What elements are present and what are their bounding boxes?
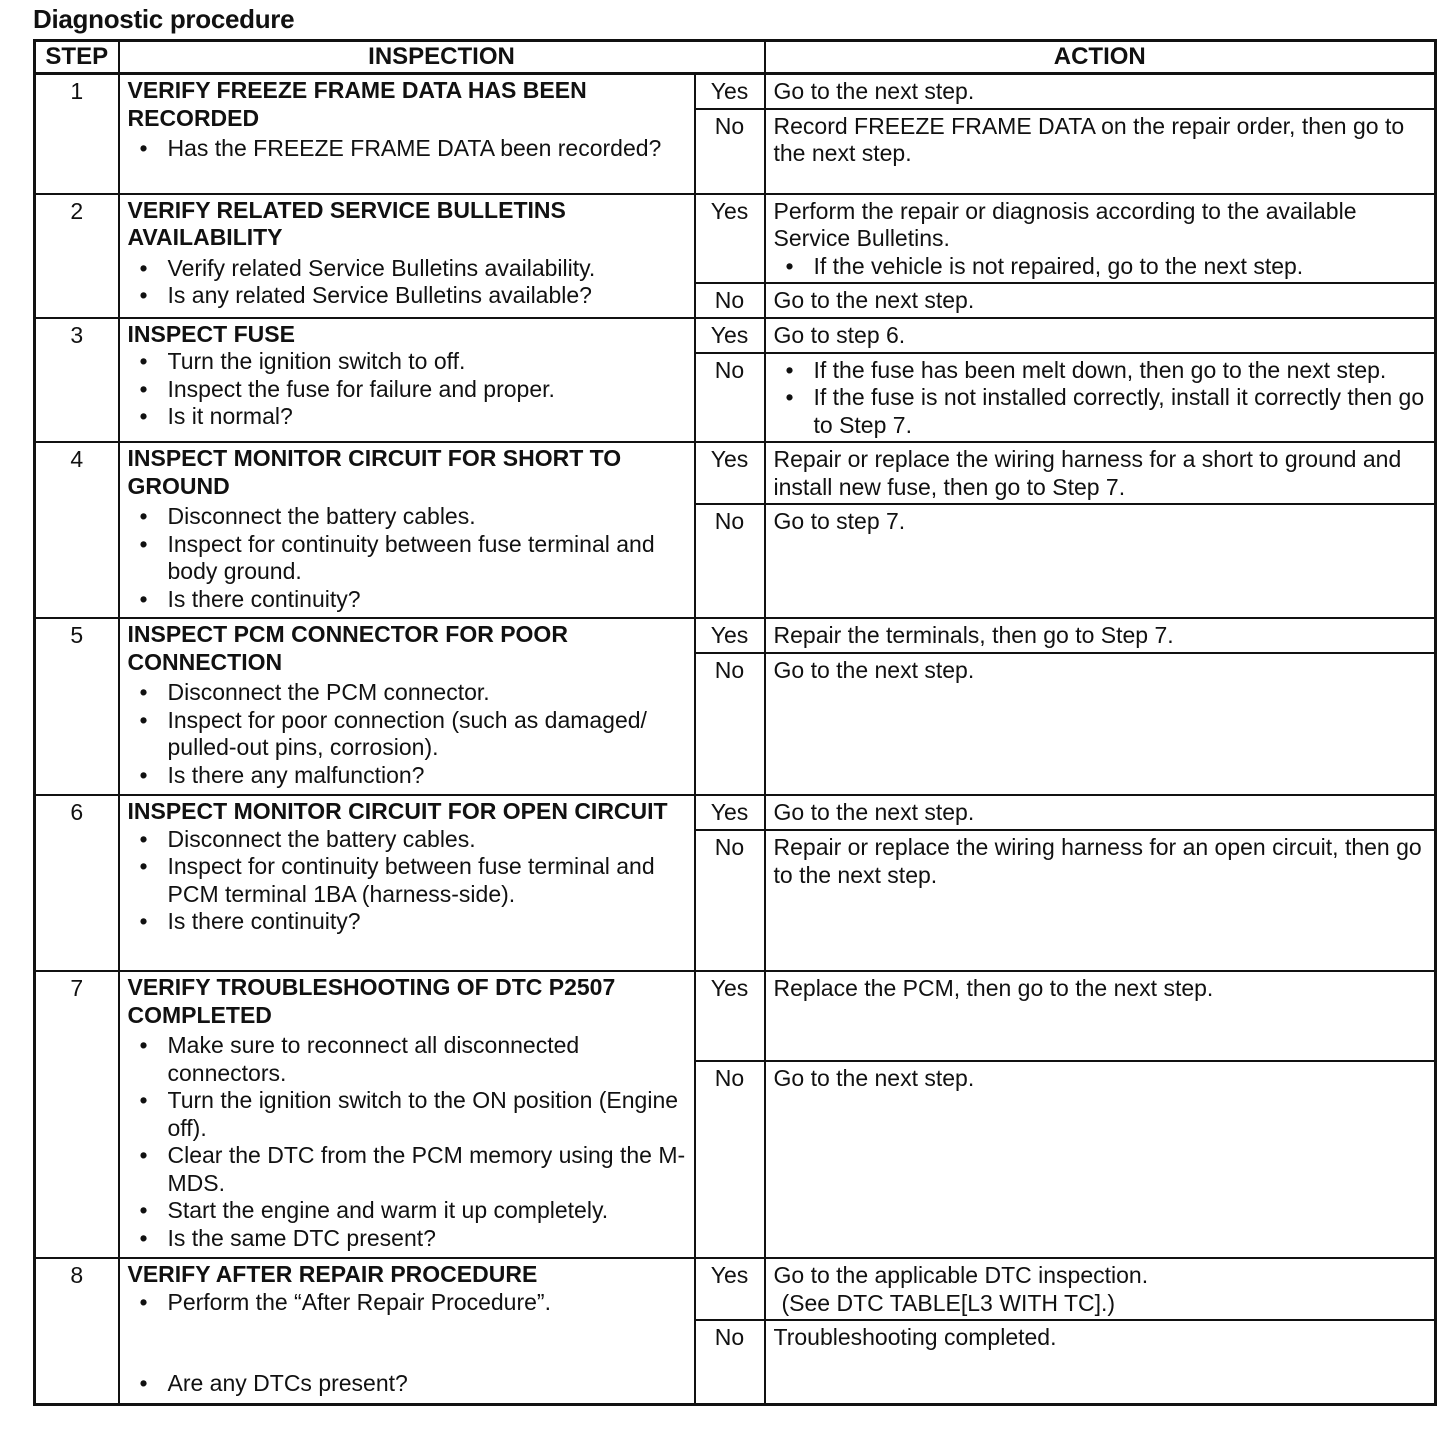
yes-label: Yes	[695, 74, 765, 109]
no-label: No	[695, 1320, 765, 1404]
yes-action: Go to the next step.	[765, 74, 1436, 109]
inspection-bullet: • Are any DTCs present?	[128, 1370, 688, 1398]
inspection-bullet: • Disconnect the battery cables.	[128, 826, 688, 854]
inspection-bullet: • Start the engine and warm it up completely.	[128, 1197, 688, 1225]
inspection-bullet: • Verify related Service Bulletins availability.	[128, 255, 688, 283]
inspection-title: INSPECT FUSE	[127, 320, 295, 347]
yes-action: Go to step 6.	[765, 318, 1436, 353]
header-action: ACTION	[765, 41, 1436, 74]
step-inspection	[119, 1258, 695, 1404]
inspection-bullet: • Has the FREEZE FRAME DATA been recorded?	[128, 135, 688, 163]
yes-action: Replace the PCM, then go to the next step.	[765, 971, 1436, 1061]
yes-action-text: Perform the repair or diagnosis according to the available Service Bulletins.	[773, 197, 1357, 251]
step-5-yes-row	[35, 618, 1436, 653]
step-inspection	[119, 318, 695, 443]
step-number: 4	[35, 442, 119, 618]
step-4-yes-row	[35, 442, 1436, 504]
header-step: STEP	[35, 41, 119, 74]
no-label: No	[695, 109, 765, 194]
inspection-bullet: • Is it normal?	[128, 403, 688, 431]
inspection-title: INSPECT MONITOR CIRCUIT FOR SHORT TO GROUND	[127, 445, 622, 499]
inspection-bullet: • Is any related Service Bulletins available?	[128, 282, 688, 310]
step-inspection	[119, 74, 695, 194]
yes-action	[765, 1258, 1436, 1320]
step-number: 8	[35, 1258, 119, 1404]
no-action: Go to the next step.	[765, 283, 1436, 318]
inspection-bullet: • Is there any malfunction?	[128, 762, 688, 790]
inspection-bullet: • Is there continuity?	[128, 586, 688, 614]
inspection-title: VERIFY TROUBLESHOOTING OF DTC P2507 COMPLETED	[127, 974, 616, 1028]
inspection-bullet: • Clear the DTC from the PCM memory using the M-MDS.	[128, 1142, 688, 1197]
step-inspection	[119, 442, 695, 618]
step-6-yes-row	[35, 795, 1436, 830]
action-bullet: • If the fuse is not installed correctly, install it correctly then go to Step 7.	[774, 384, 1429, 439]
inspection-title: VERIFY RELATED SERVICE BULLETINS AVAILABILITY	[127, 196, 566, 250]
page-title: Diagnostic procedure	[33, 4, 295, 34]
yes-label: Yes	[695, 442, 765, 504]
inspection-title: INSPECT PCM CONNECTOR FOR POOR CONNECTION	[127, 621, 568, 675]
step-2-yes-row	[35, 194, 1436, 284]
step-number: 3	[35, 318, 119, 443]
no-label: No	[695, 830, 765, 971]
no-label: No	[695, 353, 765, 443]
step-1-yes-row	[35, 74, 1436, 109]
action-bullet: • If the vehicle is not repaired, go to the next step.	[774, 253, 1429, 281]
step-inspection	[119, 971, 695, 1258]
step-number: 7	[35, 971, 119, 1258]
inspection-title: VERIFY AFTER REPAIR PROCEDURE	[127, 1261, 538, 1287]
inspection-bullet: • Perform the “After Repair Procedure”.	[128, 1289, 688, 1317]
yes-label: Yes	[695, 618, 765, 653]
dtc-table-reference: (See DTC TABLE[L3 WITH TC].)	[781, 1289, 1116, 1316]
yes-action: Go to the next step.	[765, 795, 1436, 830]
no-action: Go to step 7.	[765, 504, 1436, 618]
step-inspection	[119, 194, 695, 318]
inspection-bullet: • Make sure to reconnect all disconnected connectors.	[128, 1032, 688, 1087]
no-action: Repair or replace the wiring harness for an open circuit, then go to the next step.	[765, 830, 1436, 971]
inspection-title: INSPECT MONITOR CIRCUIT FOR OPEN CIRCUIT	[127, 798, 668, 824]
inspection-bullet: • Turn the ignition switch to off.	[128, 348, 688, 376]
step-3-yes-row	[35, 318, 1436, 353]
step-number: 1	[35, 74, 119, 194]
step-8-yes-row	[35, 1258, 1436, 1320]
yes-label: Yes	[695, 194, 765, 284]
yes-label: Yes	[695, 1258, 765, 1320]
yes-label: Yes	[695, 318, 765, 353]
no-action: Record FREEZE FRAME DATA on the repair order, then go to the next step.	[765, 109, 1436, 194]
inspection-title: VERIFY FREEZE FRAME DATA HAS BEEN RECORDED	[127, 77, 587, 131]
step-number: 6	[35, 795, 119, 971]
inspection-bullet: • Disconnect the PCM connector.	[128, 679, 688, 707]
action-bullet: • If the fuse has been melt down, then go to the next step.	[774, 357, 1429, 385]
yes-action: Repair or replace the wiring harness for a short to ground and install new fuse, then go to Step 7.	[765, 442, 1436, 504]
yes-action: Repair the terminals, then go to Step 7.	[765, 618, 1436, 653]
yes-action	[765, 194, 1436, 284]
header-row	[35, 41, 1436, 74]
diagnostic-procedure-table	[33, 39, 1437, 1406]
inspection-bullet: • Inspect for poor connection (such as damaged/ pulled-out pins, corrosion).	[128, 707, 688, 762]
inspection-bullet: • Is there continuity?	[128, 908, 688, 936]
yes-action-text: Go to the applicable DTC inspection.	[773, 1262, 1149, 1288]
step-number: 2	[35, 194, 119, 318]
no-label: No	[695, 504, 765, 618]
no-action: Troubleshooting completed.	[765, 1320, 1436, 1404]
yes-label: Yes	[695, 795, 765, 830]
step-inspection	[119, 795, 695, 971]
step-7-yes-row	[35, 971, 1436, 1061]
inspection-bullet: • Disconnect the battery cables.	[128, 503, 688, 531]
no-label: No	[695, 1061, 765, 1258]
no-action: Go to the next step.	[765, 1061, 1436, 1258]
yes-label: Yes	[695, 971, 765, 1061]
no-label: No	[695, 653, 765, 795]
step-inspection	[119, 618, 695, 795]
header-inspection: INSPECTION	[119, 41, 765, 74]
inspection-bullet: • Inspect the fuse for failure and proper.	[128, 376, 688, 404]
inspection-bullet: • Inspect for continuity between fuse terminal and body ground.	[128, 531, 688, 586]
inspection-bullet: • Turn the ignition switch to the ON position (Engine off).	[128, 1087, 688, 1142]
inspection-bullet: • Is the same DTC present?	[128, 1225, 688, 1253]
step-number: 5	[35, 618, 119, 795]
no-action: Go to the next step.	[765, 653, 1436, 795]
no-action	[765, 353, 1436, 443]
no-label: No	[695, 283, 765, 318]
inspection-bullet: • Inspect for continuity between fuse terminal and PCM terminal 1BA (harness-side).	[128, 853, 688, 908]
